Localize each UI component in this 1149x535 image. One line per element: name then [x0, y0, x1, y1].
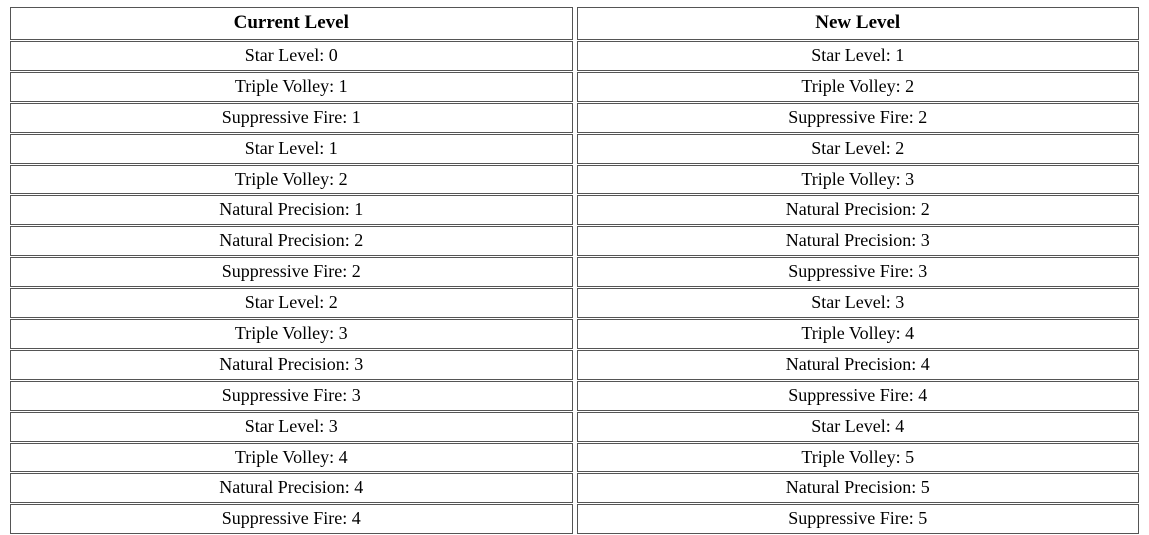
table-row [10, 165, 1139, 195]
cell-current-level: Star Level: 1 [10, 134, 573, 164]
table-row [10, 350, 1139, 380]
cell-current-level: Suppressive Fire: 3 [10, 381, 573, 411]
cell-new-level: Suppressive Fire: 2 [577, 103, 1140, 133]
cell-new-level: Triple Volley: 2 [577, 72, 1140, 102]
cell-new-level: Triple Volley: 3 [577, 165, 1140, 195]
cell-current-level: Suppressive Fire: 4 [10, 504, 573, 534]
table-row [10, 257, 1139, 287]
table-row [10, 226, 1139, 256]
table-row [10, 381, 1139, 411]
table-row [10, 103, 1139, 133]
table-header-row [10, 7, 1139, 40]
table-row [10, 473, 1139, 503]
cell-new-level: Triple Volley: 5 [577, 443, 1140, 473]
cell-current-level: Natural Precision: 4 [10, 473, 573, 503]
cell-current-level: Star Level: 3 [10, 412, 573, 442]
table-header [10, 7, 1139, 40]
table-row [10, 443, 1139, 473]
cell-new-level: Star Level: 3 [577, 288, 1140, 318]
cell-new-level: Star Level: 1 [577, 41, 1140, 71]
table-row [10, 319, 1139, 349]
cell-new-level: Suppressive Fire: 3 [577, 257, 1140, 287]
cell-new-level: Natural Precision: 3 [577, 226, 1140, 256]
table-row [10, 72, 1139, 102]
cell-new-level: Natural Precision: 5 [577, 473, 1140, 503]
cell-current-level: Triple Volley: 2 [10, 165, 573, 195]
table-body [10, 41, 1139, 534]
table-row [10, 195, 1139, 225]
cell-new-level: Star Level: 2 [577, 134, 1140, 164]
cell-new-level: Natural Precision: 4 [577, 350, 1140, 380]
cell-current-level: Triple Volley: 4 [10, 443, 573, 473]
column-header-current-level: Current Level [10, 7, 573, 40]
level-progression-table [6, 6, 1143, 535]
cell-current-level: Natural Precision: 2 [10, 226, 573, 256]
cell-current-level: Natural Precision: 3 [10, 350, 573, 380]
column-header-new-level: New Level [577, 7, 1140, 40]
cell-current-level: Star Level: 2 [10, 288, 573, 318]
cell-current-level: Star Level: 0 [10, 41, 573, 71]
table-row [10, 504, 1139, 534]
cell-new-level: Suppressive Fire: 5 [577, 504, 1140, 534]
table-row [10, 288, 1139, 318]
cell-new-level: Triple Volley: 4 [577, 319, 1140, 349]
cell-current-level: Suppressive Fire: 2 [10, 257, 573, 287]
cell-new-level: Natural Precision: 2 [577, 195, 1140, 225]
cell-new-level: Suppressive Fire: 4 [577, 381, 1140, 411]
table-row [10, 41, 1139, 71]
table-row [10, 412, 1139, 442]
table-row [10, 134, 1139, 164]
cell-current-level: Suppressive Fire: 1 [10, 103, 573, 133]
cell-current-level: Natural Precision: 1 [10, 195, 573, 225]
cell-new-level: Star Level: 4 [577, 412, 1140, 442]
cell-current-level: Triple Volley: 1 [10, 72, 573, 102]
cell-current-level: Triple Volley: 3 [10, 319, 573, 349]
